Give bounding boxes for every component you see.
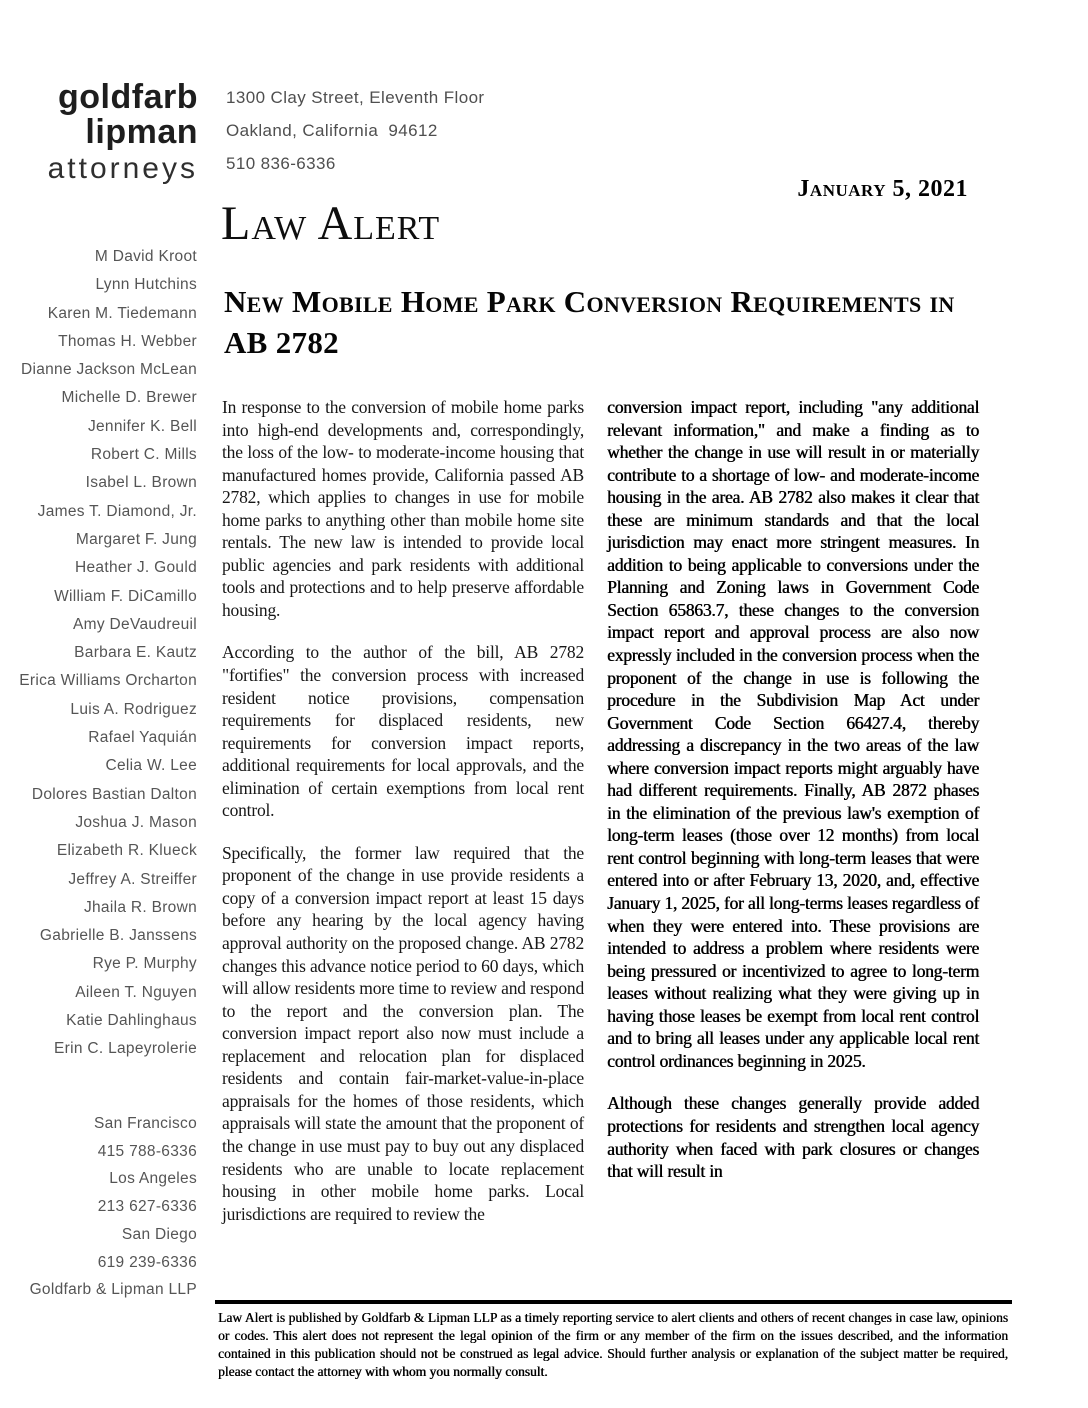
attorney-name: Rafael Yaquián [88,729,197,747]
issue-date: January 5, 2021 [797,176,968,202]
attorney-name: Karen M. Tiedemann [47,304,197,322]
logo-word-attorneys: attorneys [47,152,198,185]
attorney-name: Jennifer K. Bell [87,417,197,435]
attorney-name: Gabrielle B. Janssens [39,927,197,945]
office-line: Los Angeles [109,1170,197,1188]
attorney-name: William F. DiCamillo [54,587,197,605]
attorney-name: Margaret F. Jung [75,530,197,548]
office-line: 619 239-6336 [97,1253,197,1271]
firm-address-line1: 1300 Clay Street, Eleventh Floor [226,88,485,107]
attorney-name: Robert C. Mills [90,446,197,464]
attorney-name: Erin C. Lapeyrolerie [54,1040,197,1058]
logo-word-lipman: lipman [85,113,198,151]
firm-address-block [226,88,485,187]
article-paragraph: In response to the conversion of mobile home parks into high-end developments and, correspondingly, the loss of the low- to moderate-income housing that manufactured homes provide, California passed AB 2782, which applies to changes in use for mobile home parks to anything other than mobile home site rentals. The new law is intended to provide local public agencies and park residents with additional tools and protections and to help preserve affordable housing. [222,397,584,620]
logo-word-goldfarb: goldfarb [58,78,198,116]
attorney-name: Isabel L. Brown [85,474,197,492]
article-column-right [607,396,979,1203]
firm-phone: 510 836-6336 [226,154,336,173]
disclaimer-text: Law Alert is published by Goldfarb & Lipman LLP as a timely reporting service to alert clients and others of recent changes in case law, opinions or codes. This alert does not represent the legal opinion of the firm or any member of the firm on the issues described, and the information contained in this publication should not be construed as legal advice. Should further analysis or explanation of the subject matter be required, please contact the attorney with whom you normally consult. [218,1310,1008,1379]
attorney-name: Celia W. Lee [105,757,197,775]
attorney-name: Thomas H. Webber [58,332,197,350]
article-paragraph: Specifically, the former law required that the proponent of the change in use provide residents a copy of a conversion impact report at least 15 days before any hearing by the local agency having approval authority on the proposed change. AB 2782 changes this advance notice period to 60 days, which will allow residents more time to review and respond to the report and the conversion plan. The conversion impact report also now must include a replacement and relocation plan for displaced residents and contain fair-market-value-in-place appraisals for the homes of those residents, which appraisals will state the amount that the proponent of the change in use must pay to buy out any displaced residents who are unable to locate replacement housing in other mobile home parks. Local jurisdictions are required to review the [222,842,584,1224]
attorney-name: Joshua J. Mason [75,813,197,831]
attorney-name: Barbara E. Kautz [74,644,197,662]
office-line: Goldfarb & Lipman LLP [29,1281,197,1299]
office-line: San Diego [121,1225,197,1243]
article-paragraph: According to the author of the bill, AB 2782 "fortifies" the conversion process with increased resident notice provisions, compensation requirements for displaced residents, new requirements for conversion impact reports, additional requirements for local approvals, and the elimination of certain exemptions from local rent control. [222,642,584,821]
firm-address-line2: Oakland, California 94612 [226,121,438,140]
attorney-name: Rye P. Murphy [92,955,197,973]
attorney-name: Jeffrey A. Streiffer [68,870,197,888]
office-list [0,1110,197,1304]
office-line: San Francisco [94,1115,197,1132]
article-column-left [222,396,584,1245]
attorney-name: Katie Dahlinghaus [66,1012,197,1030]
attorney-name: M David Kroot [94,248,197,265]
firm-logo [40,80,198,187]
attorney-name: Amy DeVaudreuil [73,615,197,633]
office-line: 415 788-6336 [97,1142,197,1160]
footer-divider [215,1300,1012,1304]
attorney-name: Dianne Jackson McLean [20,361,197,379]
attorney-name: Dolores Bastian Dalton [31,785,197,803]
attorney-name: Heather J. Gould [75,559,197,577]
article-title: New Mobile Home Park Conversion Requirements in AB 2782 [224,284,955,360]
attorney-list [0,243,197,1064]
attorney-name: Jhaila R. Brown [83,898,197,916]
attorney-name: Michelle D. Brewer [61,389,197,407]
attorney-name: Luis A. Rodriguez [70,700,197,718]
article-paragraph: Although these changes generally provide added protections for residents and strengthen local agency authority when faced with park closures or changes that will result in [607,1093,979,1182]
attorney-name: Aileen T. Nguyen [75,983,197,1001]
page-title: Law Alert [221,197,441,250]
attorney-name: Erica Williams Orcharton [19,672,197,690]
office-line: 213 627-6336 [97,1198,197,1216]
attorney-name: James T. Diamond, Jr. [37,502,197,520]
article-paragraph: conversion impact report, including "any additional relevant information," and make a finding as to whether the change in use will result in or materially contribute to a shortage of low- and moderate-income housing in the area. AB 2782 also makes it clear that these are minimum standards and that the local jurisdiction may enact more stringent measures. In addition to being applicable to conversions under the Planning and Zoning laws in Government Code Section 65863.7, these changes to the conversion impact report and approval process are also now expressly included in the conversion process when the proponent of the change in use is following the procedure in the Subdivision Map Act under Government Code Section 66427.4, thereby addressing a discrepancy in the two areas of the law where conversion impact reports might arguably have had different requirements. Finally, AB 2872 phases in the elimination of the previous law's exemption of long-term leases (those over 12 months) from local rent control beginning with long-term leases that were entered into or after February 13, 2020, and, effective January 1, 2025, for all long-terms leases regardless of when they were entered into. These provisions are intended to address a problem where residents were being pressured or incentivized to agree to long-term leases without realizing what they were giving up in having those leases be exempt from local rent control and to bring all leases under any applicable local rent control ordinances beginning in 2025. [607,397,979,1071]
attorney-name: Elizabeth R. Klueck [56,842,197,860]
attorney-name: Lynn Hutchins [95,276,197,294]
